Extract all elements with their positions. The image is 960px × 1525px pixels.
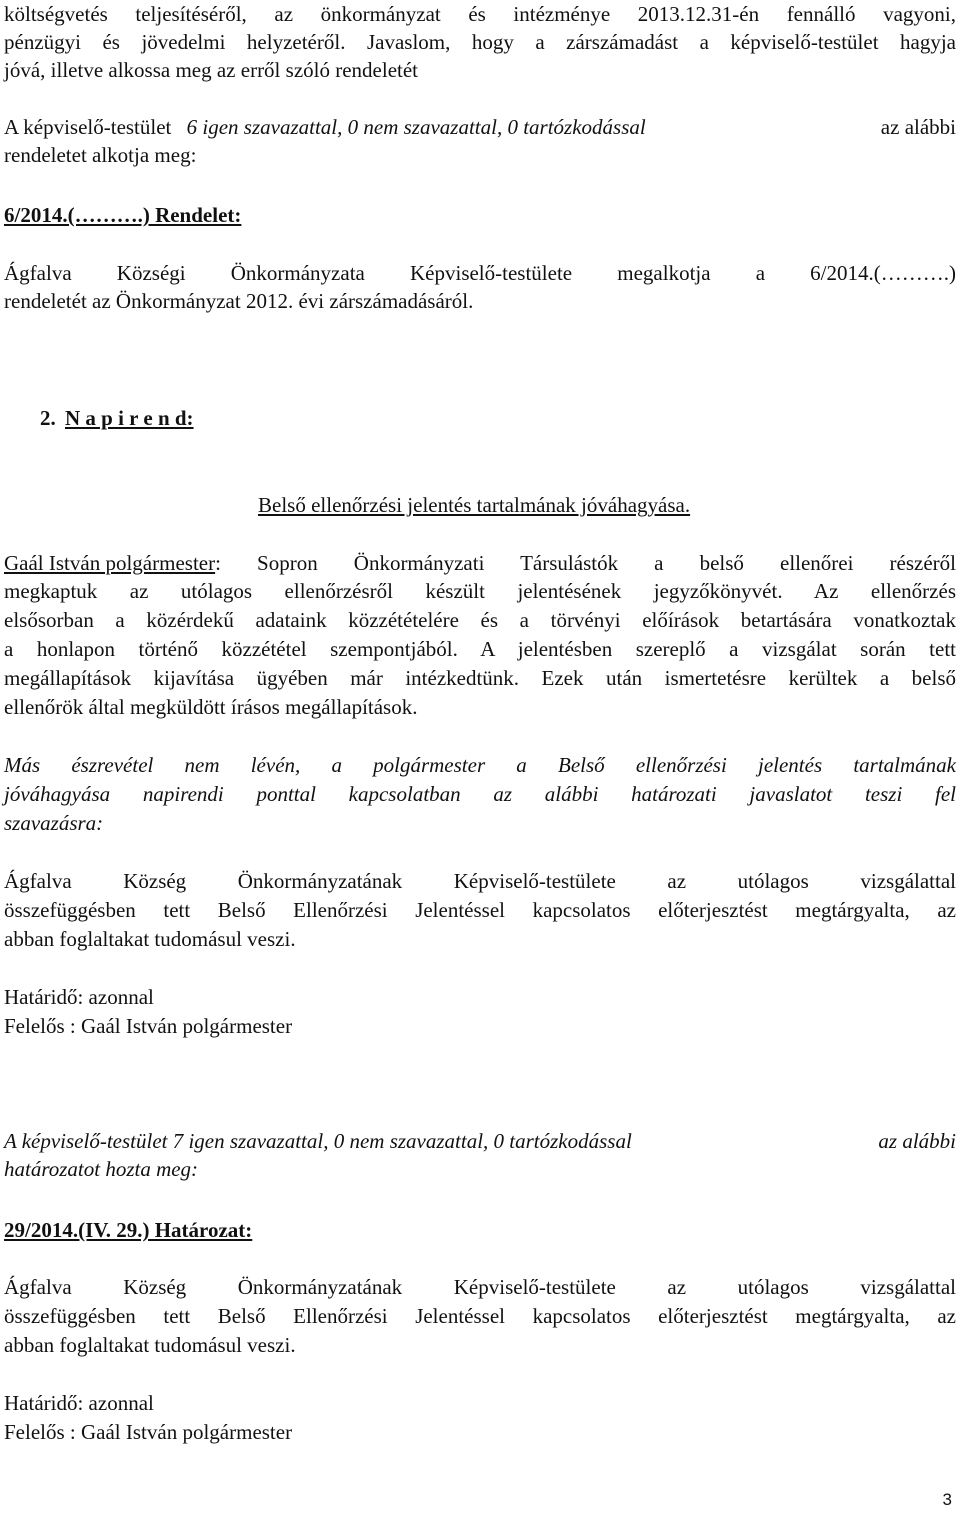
hatarozat-responsible: Felelős : Gaál István polgármester	[4, 1420, 293, 1444]
draft-deadline: Határidő: azonnal	[4, 985, 154, 1009]
hatarozat-deadline: Határidő: azonnal	[4, 1391, 154, 1415]
hatarozat-line-2: összefüggésben tett Belső Ellenőrzési Jelentéssel kapcsolatos előterjesztést megtárgyalta, az	[4, 1304, 956, 1328]
napirend-label: N a p i r e n d:	[65, 406, 194, 430]
vote-1-line-2: rendeletet alkotja meg:	[4, 143, 197, 167]
hatarozat-line-3: abban foglaltakat tudomásul veszi.	[4, 1333, 296, 1357]
intro-line-3: jóvá, illetve alkossa meg az erről szóló rendeletét	[4, 58, 419, 82]
hatarozat-line-1: Ágfalva Község Önkormányzatának Képviselő-testülete az utólagos vizsgálattal	[4, 1275, 956, 1299]
vote-2-suffix: az alábbi	[878, 1129, 956, 1153]
draft-line-2: összefüggésben tett Belső Ellenőrzési Jelentéssel kapcsolatos előterjesztést megtárgyalta, az	[4, 898, 956, 922]
vote-2-line-2: határozatot hozta meg:	[4, 1157, 199, 1181]
napirend-subject: Belső ellenőrzési jelentés tartalmának jóváhagyása.	[258, 493, 691, 517]
speech-line-2: megkaptuk az utólagos ellenőrzésről készült jelentésének jegyzőkönyvét. Az ellenőrzés	[4, 579, 956, 603]
proposal-line-1: Más észrevétel nem lévén, a polgármester a Belső ellenőrzési jelentés tartalmának	[4, 753, 956, 777]
draft-responsible: Felelős : Gaál István polgármester	[4, 1014, 293, 1038]
speech-line-6: ellenőrök által megküldött írásos megállapítások.	[4, 695, 418, 719]
speech-line-3: elsősorban a közérdekű adataink közzétételére és a törvényi előírások betartására vonatkoztak	[4, 608, 956, 632]
draft-line-1: Ágfalva Község Önkormányzatának Képviselő-testülete az utólagos vizsgálattal	[4, 869, 956, 893]
rendelet-title: 6/2014.(……….) Rendelet:	[4, 203, 242, 227]
speech-line-1-rest: : Sopron Önkormányzati Társulástók a belső ellenőrei részéről	[215, 551, 956, 575]
napirend-heading	[40, 404, 194, 432]
rendelet-body-line-2: rendeletét az Önkormányzat 2012. évi zárszámadásáról.	[4, 289, 474, 313]
speech-line-4: a honlapon történő közzététel szempontjából. A jelentésben szereplő a vizsgálat során tett	[4, 637, 956, 661]
vote-1-prefix: A képviselő-testület	[4, 115, 172, 139]
vote-2-line-1	[4, 1127, 956, 1155]
vote-1-result: 6 igen szavazattal, 0 nem szavazattal, 0 tartózkodással	[186, 115, 646, 139]
vote-1-suffix: az alábbi	[880, 115, 956, 139]
page-number: 3	[942, 1490, 952, 1509]
proposal-line-2: jóváhagyása napirendi ponttal kapcsolatban az alábbi határozati javaslatot teszi fel	[4, 782, 956, 806]
proposal-line-3: szavazásra:	[4, 811, 104, 835]
rendelet-body-line-1: Ágfalva Községi Önkormányzata Képviselő-testülete megalkotja a 6/2014.(……….)	[4, 261, 956, 285]
hatarozat-title: 29/2014.(IV. 29.) Határozat:	[4, 1218, 253, 1242]
intro-line-2: pénzügyi és jövedelmi helyzetéről. Javaslom, hogy a zárszámadást a képviselő-testület hagyja	[4, 30, 956, 54]
vote-2-result: A képviselő-testület 7 igen szavazattal, 0 nem szavazattal, 0 tartózkodással	[4, 1129, 632, 1153]
speaker-name: Gaál István polgármester	[4, 551, 216, 575]
draft-line-3: abban foglaltakat tudomásul veszi.	[4, 927, 296, 951]
intro-line-1: költségvetés teljesítéséről, az önkormányzat és intézménye 2013.12.31-én fennálló vagyoni,	[4, 2, 956, 26]
speech-line-5: megállapítások kijavítása ügyében már intézkedtünk. Ezek után ismertetésre kerültek a belső	[4, 666, 956, 690]
vote-1-line-1	[4, 113, 956, 141]
napirend-number: 2.	[40, 406, 56, 430]
speech-line-1	[4, 549, 956, 577]
